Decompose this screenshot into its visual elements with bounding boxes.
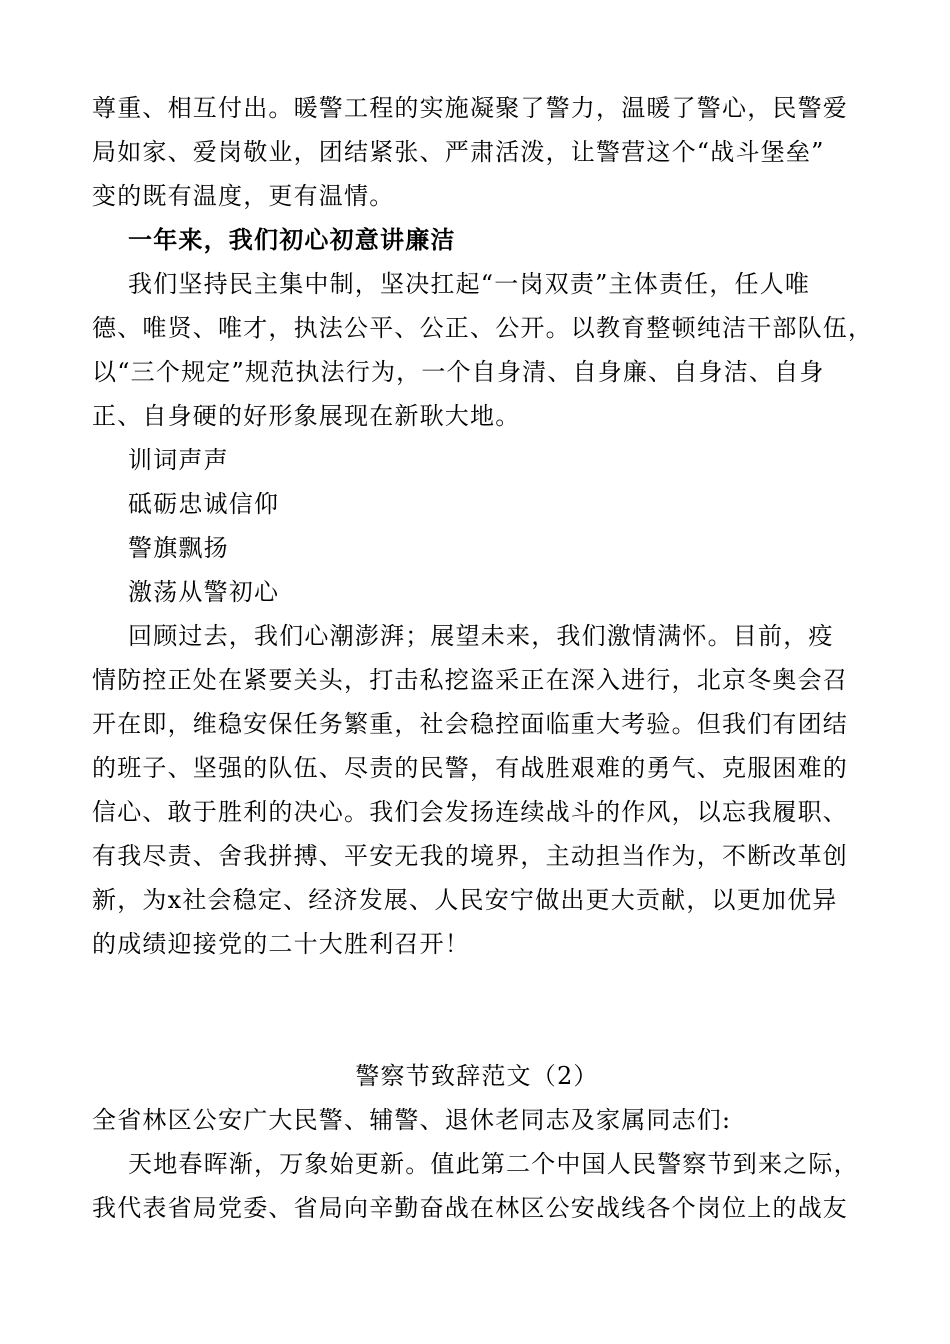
text-line: 情防控正处在紧要关头，打击私挖盗采正在深入进行，北京冬奥会召: [92, 666, 848, 694]
text-line: 德、唯贤、唯才，执法公平、公正、公开。以教育整顿纯洁干部队伍，: [92, 314, 874, 342]
text-line: 我们坚持民主集中制，坚决扛起“一岗双责”主体责任，任人唯: [128, 270, 811, 298]
document-page: [92, 86, 874, 1230]
verse-block: [92, 438, 862, 614]
section-spacer: [92, 966, 862, 1054]
text-line: 变的既有温度，更有温情。: [92, 182, 395, 210]
top-paragraph: [92, 86, 862, 218]
section-title: 警察节致辞范文（2）: [355, 1062, 599, 1090]
text-line: 回顾过去，我们心潮澎湃；展望未来，我们激情满怀。目前，疫: [128, 622, 834, 650]
verse-line: 激荡从警初心: [128, 578, 280, 606]
text-line: 信心、敢于胜利的决心。我们会发扬连续战斗的作风，以忘我履职、: [92, 798, 848, 826]
text-line: 我代表省局党委、省局向辛勤奋战在林区公安战线各个岗位上的战友: [92, 1194, 848, 1222]
section-heading: 一年来，我们初心初意讲廉洁: [128, 226, 456, 254]
paragraph-integrity: [92, 262, 874, 438]
text-line: 的成绩迎接党的二十大胜利召开！: [92, 930, 470, 958]
salutation: 全省林区公安广大民警、辅警、退休老同志及家属同志们:: [92, 1106, 732, 1134]
text-line: 以“三个规定”规范执法行为，一个自身清、自身廉、自身洁、自身: [92, 358, 825, 386]
text-line: 新，为x社会稳定、经济发展、人民安宁做出更大贡献，以更加优异: [92, 886, 838, 914]
paragraph-greeting: [92, 1142, 862, 1230]
text-line: 正、自身硬的好形象展现在新耿大地。: [92, 402, 521, 430]
text-line: 天地春晖渐，万象始更新。值此第二个中国人民警察节到来之际，: [128, 1150, 859, 1178]
text-line: 有我尽责、舍我拼搏、平安无我的境界，主动担当作为，不断改革创: [92, 842, 848, 870]
verse-line: 砥砺忠诚信仰: [128, 490, 280, 518]
text-line: 局如家、爱岗敬业，团结紧张、严肃活泼，让警营这个“战斗堡垒”: [92, 138, 825, 166]
text-line: 的班子、坚强的队伍、尽责的民警，有战胜艰难的勇气、克服困难的: [92, 754, 848, 782]
text-line: 尊重、相互付出。暖警工程的实施凝聚了警力，温暖了警心，民警爱: [92, 94, 848, 122]
text-line: 开在即，维稳安保任务繁重，社会稳控面临重大考验。但我们有团结: [92, 710, 848, 738]
verse-line: 警旗飘扬: [128, 534, 229, 562]
verse-line: 训词声声: [128, 446, 229, 474]
paragraph-outlook: [92, 614, 862, 966]
